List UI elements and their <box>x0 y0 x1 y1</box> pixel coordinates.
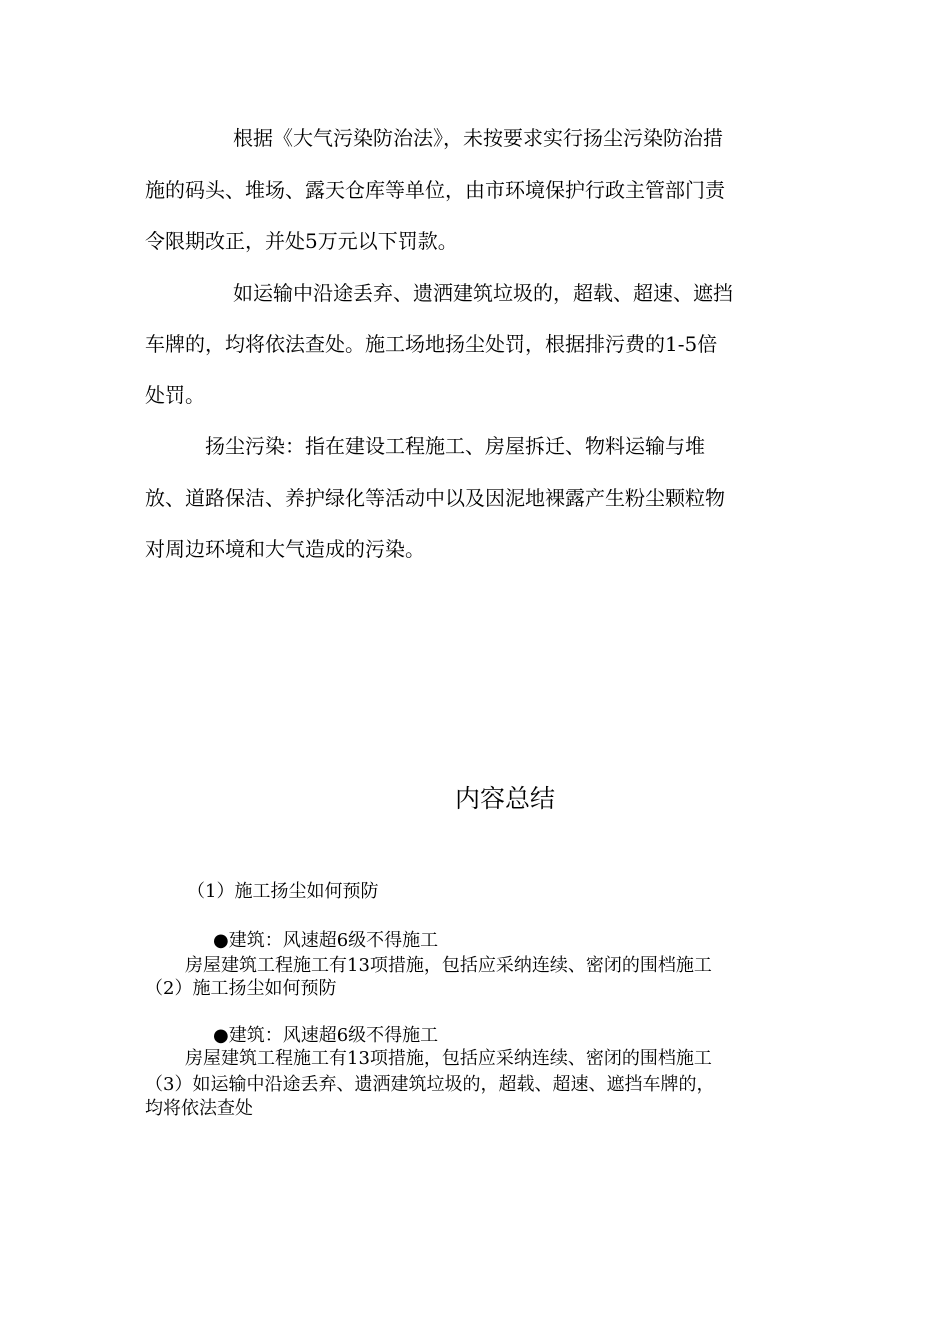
paragraph-3-line-3: 对周边环境和大气造成的污染。 <box>145 537 425 561</box>
paragraph-2-line-1: 如运输中沿途丢弃、遗洒建筑垃圾的，超载、超速、遮挡 <box>233 281 733 305</box>
summary-item-2-detail: 房屋建筑工程施工有13项措施，包括应采纳连续、密闭的围档施工 <box>185 1048 712 1069</box>
paragraph-3-line-2: 放、道路保洁、养护绿化等活动中以及因泥地裸露产生粉尘颗粒物 <box>145 486 725 510</box>
paragraph-2-line-3: 处罚。 <box>145 383 205 407</box>
summary-item-1-heading: （1）施工扬尘如何预防 <box>187 881 379 902</box>
paragraph-3-line-1: 扬尘污染：指在建设工程施工、房屋拆迁、物料运输与堆 <box>205 434 705 458</box>
summary-item-2-heading: （2）施工扬尘如何预防 <box>145 978 337 999</box>
paragraph-1-line-2: 施的码头、堆场、露天仓库等单位，由市环境保护行政主管部门责 <box>145 178 725 202</box>
summary-title: 内容总结 <box>454 784 555 813</box>
summary-item-3-line-2: 均将依法查处 <box>145 1098 253 1119</box>
summary-item-3-line-1: （3）如运输中沿途丢弃、遗洒建筑垃圾的，超载、超速、遮挡车牌的， <box>145 1074 715 1095</box>
summary-item-2-bullet: ●建筑：风速超6级不得施工 <box>213 1025 439 1046</box>
paragraph-1-line-3: 令限期改正，并处5万元以下罚款。 <box>145 229 458 253</box>
paragraph-2-line-2: 车牌的，均将依法查处。施工场地扬尘处罚，根据排污费的1-5倍 <box>145 332 718 356</box>
summary-item-1-detail: 房屋建筑工程施工有13项措施，包括应采纳连续、密闭的围档施工 <box>185 955 712 976</box>
summary-item-1-bullet: ●建筑：风速超6级不得施工 <box>213 930 439 951</box>
paragraph-1-line-1: 根据《大气污染防治法》，未按要求实行扬尘污染防治措 <box>233 126 723 150</box>
